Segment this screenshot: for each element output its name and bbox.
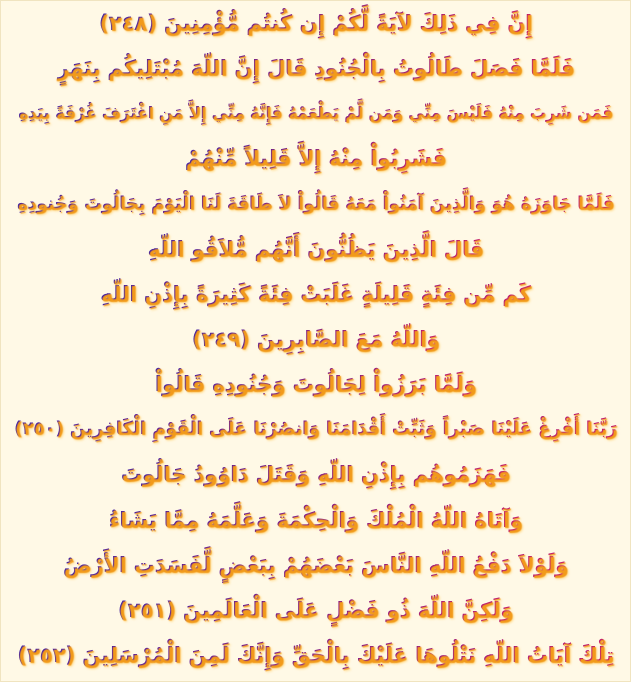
verse-line: فَشَرِبُواْ مِنْهُ إِلاَّ قَلِيلاً مِّنْهُمْ [185,138,447,178]
verse-line: فَمَن شَرِبَ مِنْهُ فَلَيْسَ مِنِّي وَمَن لَّمْ يَطْعَمْهُ فَإِنَّهُ مِنِّي إِلاَّ مَنِ اغْتَرَفَ غُرْفَةً بِيَدِهِ [18,93,612,133]
verse-line: تِلْكَ آيَاتُ اللّهِ نَتْلُوهَا عَلَيْكَ بِالْحَقِّ وَإِنَّكَ لَمِنَ الْمُرْسَلِينَ (٢٥٢) [17,635,614,675]
verse-line: رَبَّنَا أَفْرِغْ عَلَيْنَا صَبْراً وَثَبِّتْ أَقْدَامَنَا وَانصُرْنَا عَلَى الْقَوْمِ الْكَافِرِينَ (٢٥٠) [14,409,617,449]
verses-block [11,3,620,675]
verse-line: وَلَمَّا بَرَزُواْ لِجَالُوتَ وَجُنُودِهِ قَالُواْ [155,364,476,404]
verse-line: فَهَزَمُوهُم بِإِذْنِ اللّهِ وَقَتَلَ دَاوُودُ جَالُوتَ [121,454,510,494]
verse-line: كَم مِّن فِئَةٍ قَلِيلَةٍ غَلَبَتْ فِئَةً كَثِيرَةً بِإِذْنِ اللّهِ [100,274,531,314]
verse-line: فَلَمَّا فَصَلَ طَالُوتُ بِالْجُنُودِ قَالَ إِنَّ اللّهَ مُبْتَلِيكُم بِنَهَرٍ [57,48,575,88]
verse-line: قَالَ الَّذِينَ يَظُنُّونَ أَنَّهُم مُّلاَقُو اللّهِ [147,229,483,269]
verse-line: فَلَمَّا جَاوَزَهُ هُوَ وَالَّذِينَ آمَنُواْ مَعَهُ قَالُواْ لاَ طَاقَةَ لَنَا الْيَوْمَ بِجَالُوتَ وَجُنودِهِ [17,184,614,224]
verse-line: وَاللّهُ مَعَ الصَّابِرِينَ (٢٤٩) [192,319,440,359]
verse-line: وَآتَاهُ اللّهُ الْمُلْكَ وَالْحِكْمَةَ وَعَلَّمَهُ مِمَّا يَشَاءُ [109,500,523,540]
verse-line: وَلَوْلاَ دَفْعُ اللّهِ النَّاسَ بَعْضَهُمْ بِبَعْضٍ لَّفَسَدَتِ الأَرْضُ [63,545,568,585]
verse-line: إِنَّ فِي ذَلِكَ لآيَةً لَّكُمْ إِن كُنتُم مُّؤْمِنِينَ (٢٤٨) [99,3,532,43]
verse-line: وَلَكِنَّ اللّهَ ذُو فَضْلٍ عَلَى الْعَالَمِينَ (٢٥١) [118,590,513,630]
